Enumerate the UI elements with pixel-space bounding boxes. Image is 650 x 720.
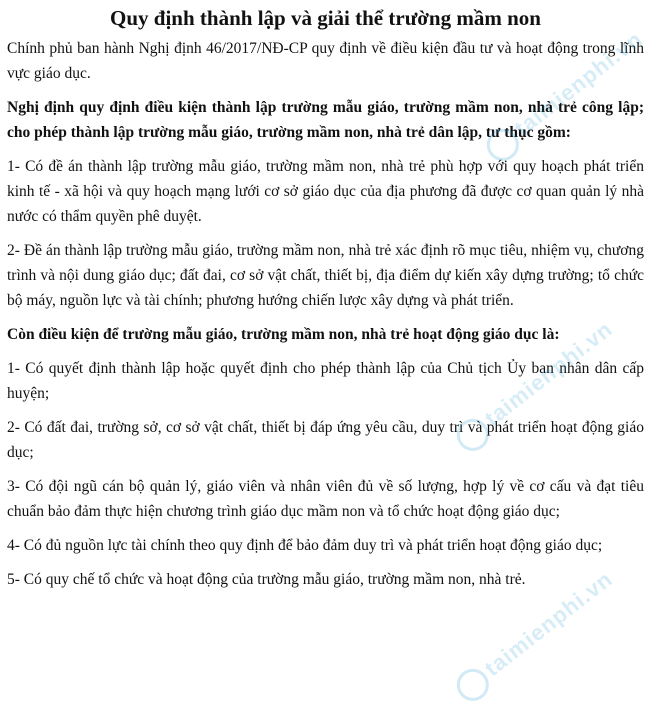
section1-item-1: 1- Có đề án thành lập trường mẫu giáo, trường mầm non, nhà trẻ phù hợp với quy hoạch phát triển kinh tế - xã hội và quy hoạch mạng lưới cơ sở giáo dục của địa phương đã được cơ quan quản lý nhà nước có thẩm quyền phê duyệt. <box>7 158 644 225</box>
intro-paragraph: Chính phủ ban hành Nghị định 46/2017/NĐ-CP quy định về điều kiện đầu tư và hoạt động trong lĩnh vực giáo dục. <box>7 40 644 82</box>
section2-item-1: 1- Có quyết định thành lập hoặc quyết định cho phép thành lập của Chủ tịch Ủy ban nhân dân cấp huyện; <box>7 360 644 402</box>
watermark-bottom: taimienphi.vn <box>450 565 620 708</box>
section1-item-2: 2- Đề án thành lập trường mẫu giáo, trường mầm non, nhà trẻ xác định rõ mục tiêu, nhiệm vụ, chương trình và nội dung giáo dục; đất đai, cơ sở vật chất, thiết bị, địa điểm dự kiến xây dựng trường; tổ chức bộ máy, nguồn lực và tài chính; phương hướng chiến lược xây dựng và phát triển. <box>7 242 644 309</box>
section2-item-4: 4- Có đủ nguồn lực tài chính theo quy định để bảo đảm duy trì và phát triển hoạt động giáo dục; <box>7 537 603 554</box>
section2-heading: Còn điều kiện để trường mẫu giáo, trường mầm non, nhà trẻ hoạt động giáo dục là: <box>7 326 560 343</box>
watermark-middle: taimienphi.vn <box>450 315 620 458</box>
section2-item-2: 2- Có đất đai, trường sở, cơ sở vật chất, thiết bị đáp ứng yêu cầu, duy trì và phát triển hoạt động giáo dục; <box>7 419 644 461</box>
document-title: Quy định thành lập và giải thể trường mầm non <box>110 6 541 30</box>
section2-item-5: 5- Có quy chế tổ chức và hoạt động của trường mẫu giáo, trường mầm non, nhà trẻ. <box>7 571 526 588</box>
section2-item-3: 3- Có đội ngũ cán bộ quản lý, giáo viên và nhân viên đủ về số lượng, hợp lý về cơ cấu và đạt tiêu chuẩn bảo đảm thực hiện chương trình giáo dục mầm non và tổ chức hoạt động giáo dục; <box>7 478 644 520</box>
section1-heading: Nghị định quy định điều kiện thành lập trường mẫu giáo, trường mầm non, nhà trẻ công lập; cho phép thành lập trường mẫu giáo, trường mầm non, nhà trẻ dân lập, tư thục gồm: <box>7 99 644 141</box>
watermark-top: taimienphi.vn <box>480 25 650 168</box>
